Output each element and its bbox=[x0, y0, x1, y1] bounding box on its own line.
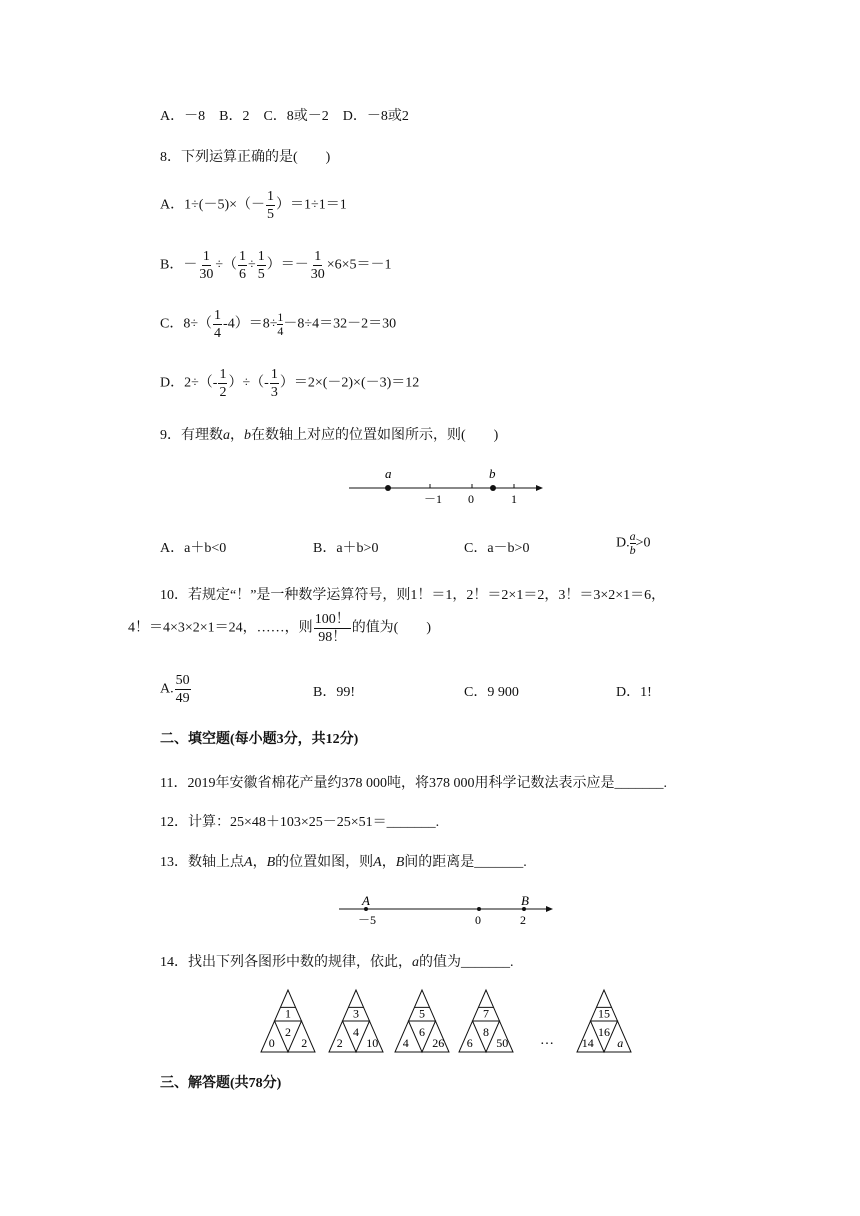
q8-stem: 8．下列运算正确的是( ) bbox=[160, 150, 331, 165]
q8-option-b: B．－ $\frac{1}{30}$ ÷（ $\frac{1}{6}$ ÷ $\frac{1}{5}$ ）＝－ $\frac{1}{30}$ ×6×5＝－1 bbox=[160, 249, 392, 282]
q9-label-a: a bbox=[385, 466, 392, 481]
q9-option-d: D. $\frac{a}{b}$ >0 bbox=[616, 529, 651, 557]
pattern-triangle bbox=[459, 990, 513, 1052]
q8-option-d: D．2÷（- $\frac{1}{2}$ ）÷（- $\frac{1}{3}$ ）＝2×(－2)×(－3)＝12 bbox=[160, 367, 420, 400]
triangle-left-number: 0 bbox=[268, 1036, 275, 1050]
q8-option-a: A．1÷(－5)×（－ $\frac{1}{5}$ ）＝1÷1＝1 bbox=[160, 189, 347, 222]
q12: 12．计算：25×48＋103×25－25×51＝_______. bbox=[160, 815, 440, 830]
section-2-heading: 二、填空题(每小题3分，共12分) bbox=[160, 732, 359, 747]
section-3-heading: 三、解答题(共78分) bbox=[160, 1076, 282, 1091]
triangle-top-number: 5 bbox=[419, 1006, 425, 1021]
pattern-triangle bbox=[395, 990, 449, 1052]
triangle-left-number: 4 bbox=[402, 1036, 409, 1050]
q9-option-a: A．a＋b<0 bbox=[160, 541, 227, 556]
triangle-middle-number: 16 bbox=[598, 1024, 610, 1039]
q9-tick-neg1: －1 bbox=[424, 492, 443, 506]
q13-label-B: B bbox=[521, 893, 529, 908]
triangle-middle-number: 6 bbox=[419, 1024, 425, 1039]
q7-options: A．－8 B．2 C．8或－2 D．－8或2 bbox=[160, 109, 409, 124]
triangle-right-number: a bbox=[617, 1036, 624, 1050]
q9-tick-1: 1 bbox=[511, 492, 517, 506]
triangle-right-number: 50 bbox=[496, 1036, 509, 1050]
triangle-middle-number: 8 bbox=[483, 1024, 489, 1039]
q9-tick-0: 0 bbox=[468, 492, 474, 506]
triangle-left-number: 2 bbox=[336, 1036, 343, 1050]
q9-option-c: C．a－b>0 bbox=[464, 541, 530, 556]
triangle-left-number: 6 bbox=[466, 1036, 473, 1050]
triangle-middle-number: 4 bbox=[353, 1024, 359, 1039]
triangle-top-number: 7 bbox=[483, 1006, 489, 1021]
q13-tick-0: 0 bbox=[475, 913, 481, 927]
q10-option-a: A. $\frac{50}{49}$ bbox=[160, 673, 190, 706]
triangle-left-number: 14 bbox=[581, 1036, 594, 1050]
q13-number-line bbox=[335, 890, 560, 930]
q13-stem: 13．数轴上点A，B的位置如图，则A，B间的距离是_______. bbox=[160, 855, 527, 870]
pattern-triangle bbox=[261, 990, 315, 1052]
q14-ellipsis: … bbox=[540, 1033, 554, 1048]
q13-tick-neg5: －5 bbox=[358, 913, 377, 927]
triangle-middle-number: 2 bbox=[285, 1024, 291, 1039]
triangle-right-number: 2 bbox=[301, 1036, 308, 1050]
q9-number-line bbox=[345, 462, 550, 508]
triangle-top-number: 3 bbox=[353, 1006, 359, 1021]
q10-option-b: B．99! bbox=[313, 685, 355, 700]
pattern-triangle bbox=[577, 990, 631, 1052]
q11: 11．2019年安徽省棉花产量约378 000吨，将378 000用科学记数法表示应是_______. bbox=[160, 776, 667, 791]
triangle-top-number: 1 bbox=[285, 1006, 291, 1021]
q9-option-b: B．a＋b>0 bbox=[313, 541, 379, 556]
q13-tick-2: 2 bbox=[520, 913, 526, 927]
q9-label-b: b bbox=[489, 466, 496, 481]
pattern-triangle bbox=[329, 990, 383, 1052]
triangle-right-number: 10 bbox=[366, 1036, 379, 1050]
q8-option-c: C．8÷（ $\frac{1}{4}$ -4）＝8÷ $\frac{1}{4}$ －8÷4＝32－2＝30 bbox=[160, 308, 397, 341]
q10-option-d: D．1! bbox=[616, 685, 652, 700]
q9-stem: 9．有理数a，b在数轴上对应的位置如图所示，则( ) bbox=[160, 428, 499, 443]
q14-stem: 14．找出下列各图形中数的规律，依此，a的值为_______. bbox=[160, 955, 514, 970]
triangle-top-number: 15 bbox=[598, 1006, 610, 1021]
q13-label-A: A bbox=[362, 893, 370, 908]
q14-triangles bbox=[258, 986, 648, 1056]
q10-line2: 4！＝4×3×2×1＝24，……，则 $\frac{100!}{98!}$ 的值为( ) bbox=[128, 612, 432, 645]
q10-line1: 10．若规定“！”是一种数学运算符号，则1！＝1，2！＝2×1＝2，3！＝3×2×1＝6， bbox=[160, 588, 666, 603]
q10-option-c: C．9 900 bbox=[464, 685, 519, 700]
triangle-right-number: 26 bbox=[432, 1036, 445, 1050]
